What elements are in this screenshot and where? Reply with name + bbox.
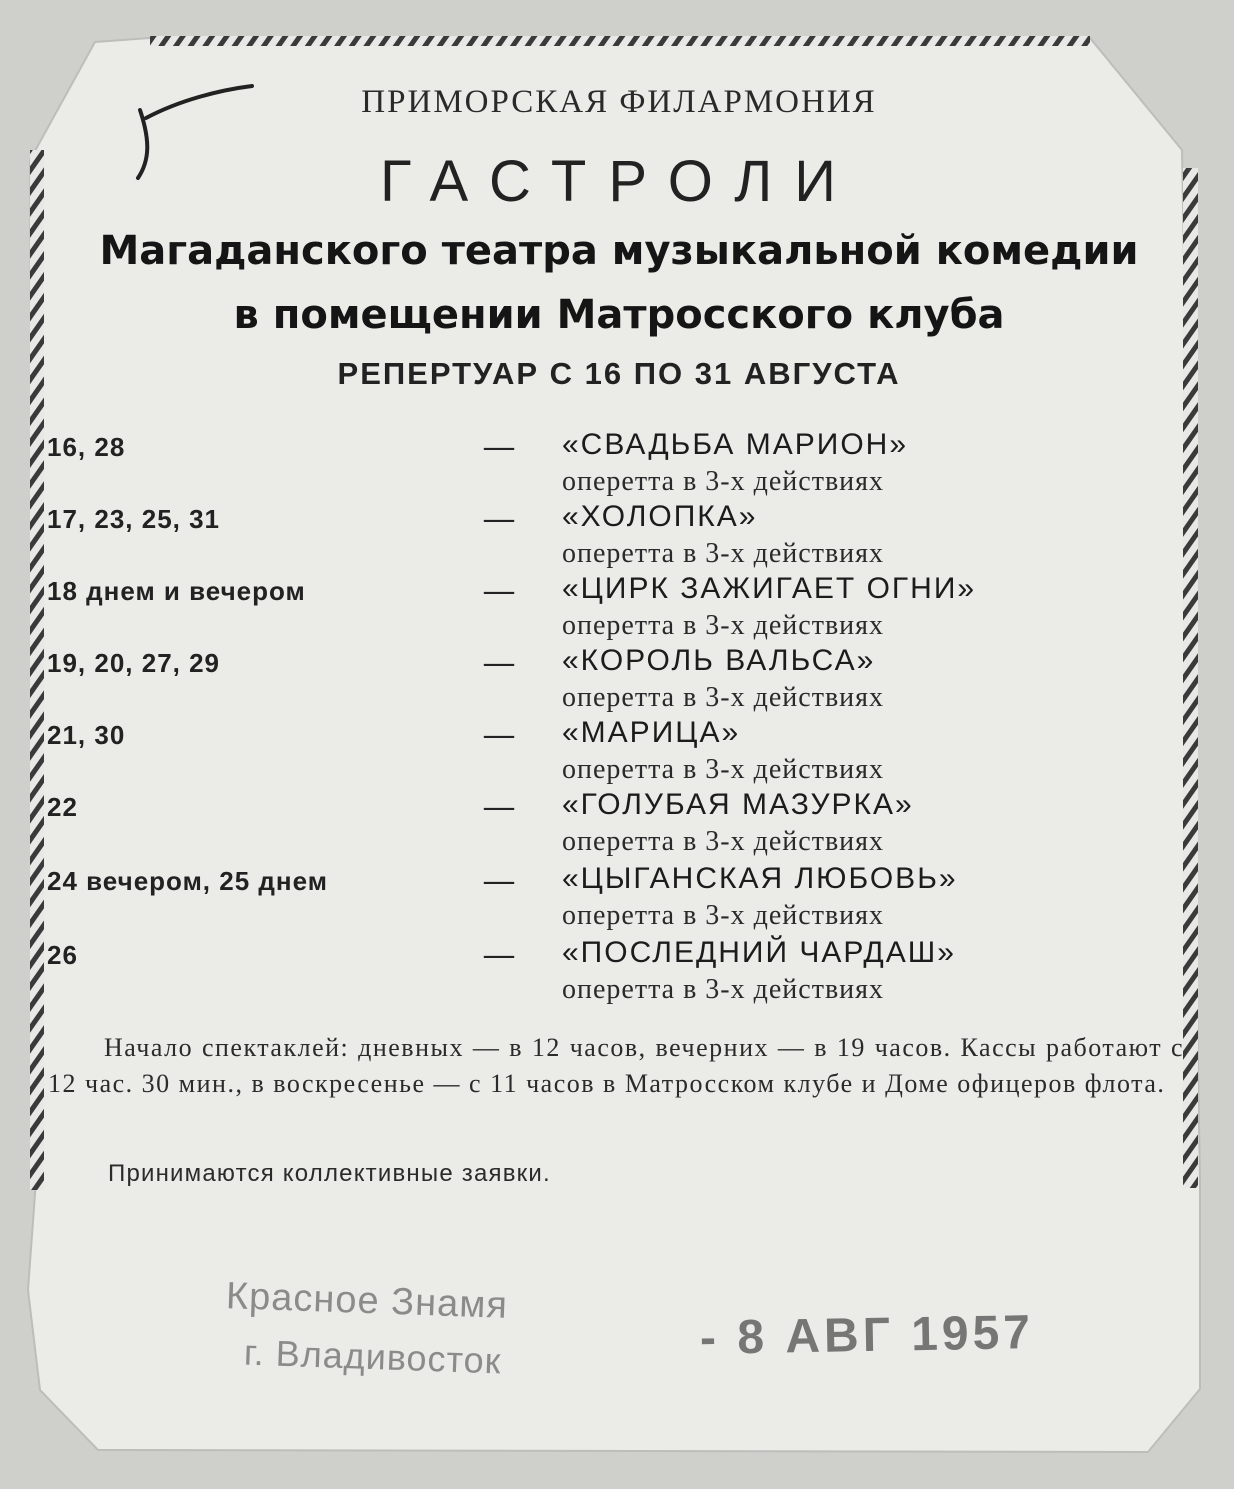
subtitle-line-1: Магаданского театра музыкальной комедии (99, 228, 1139, 274)
stamp-city: г. Владивосток (243, 1331, 503, 1382)
schedule-dates: 19, 20, 27, 29 (47, 648, 221, 678)
stamp-newspaper-name: Красное Знамя (225, 1275, 509, 1327)
schedule-row (44, 428, 1194, 504)
subtitle-line-2: в помещении Матросского клуба (233, 292, 1005, 338)
schedule-dash: — (484, 938, 514, 971)
schedule-dash: — (484, 430, 514, 463)
headline-title: ГАСТРОЛИ (380, 149, 858, 214)
schedule-row (44, 716, 1194, 792)
organization-name: ПРИМОРСКАЯ ФИЛАРМОНИЯ (361, 84, 877, 120)
play-genre: оперетта в 3-х действиях (562, 538, 885, 569)
play-title: «СВАДЬБА МАРИОН» (562, 428, 909, 461)
schedule-row (44, 572, 1194, 648)
schedule-dash: — (484, 646, 514, 679)
schedule-dates: 21, 30 (47, 720, 126, 750)
schedule-dates: 17, 23, 25, 31 (47, 504, 221, 534)
group-orders-notice: Принимаются коллективные заявки. (108, 1160, 551, 1187)
play-genre: оперетта в 3-х действиях (562, 610, 885, 641)
schedule-row (44, 936, 1194, 1012)
schedule-dates: 16, 28 (47, 432, 126, 462)
schedule-dash: — (484, 502, 514, 535)
schedule-row (44, 500, 1194, 576)
clipping-content (44, 0, 1194, 1489)
play-title: «КОРОЛЬ ВАЛЬСА» (562, 644, 876, 677)
schedule-dash: — (484, 718, 514, 751)
play-genre: оперетта в 3-х действиях (562, 826, 885, 857)
play-title: «МАРИЦА» (562, 716, 741, 749)
play-genre: оперетта в 3-х действиях (562, 682, 885, 713)
left-border-strip (30, 150, 44, 1190)
play-genre: оперетта в 3-х действиях (562, 900, 885, 931)
stamp-date: - 8 АВГ 1957 (699, 1306, 1035, 1365)
schedule-row (44, 862, 1194, 938)
schedule-dash: — (484, 574, 514, 607)
play-genre: оперетта в 3-х действиях (562, 974, 885, 1005)
schedule-row (44, 644, 1194, 720)
schedule-dates: 26 (47, 940, 78, 970)
schedule-row (44, 788, 1194, 864)
play-title: «ГОЛУБАЯ МАЗУРКА» (562, 788, 914, 821)
play-title: «ПОСЛЕДНИЙ ЧАРДАШ» (562, 936, 956, 969)
repertoire-heading: РЕПЕРТУАР С 16 ПО 31 АВГУСТА (337, 356, 901, 391)
play-title: «ЦЫГАНСКАЯ ЛЮБОВЬ» (562, 862, 958, 895)
schedule-dates: 24 вечером, 25 днем (47, 866, 328, 896)
schedule-dash: — (484, 864, 514, 897)
play-title: «ЦИРК ЗАЖИГАЕТ ОГНИ» (562, 572, 977, 605)
schedule-dates: 22 (47, 792, 78, 822)
play-title: «ХОЛОПКА» (562, 500, 758, 533)
play-genre: оперетта в 3-х действиях (562, 466, 885, 497)
performance-times-notice: Начало спектаклей: дневных — в 12 часов, вечерних — в 19 часов. Кассы работают с 12 час. 30 мин., в воскресенье — с 11 часов в Матросском клубе и Доме офицеров флота. (48, 1033, 1184, 1098)
play-genre: оперетта в 3-х действиях (562, 754, 885, 785)
schedule-dates: 18 днем и вечером (47, 576, 306, 606)
schedule-dash: — (484, 790, 514, 823)
